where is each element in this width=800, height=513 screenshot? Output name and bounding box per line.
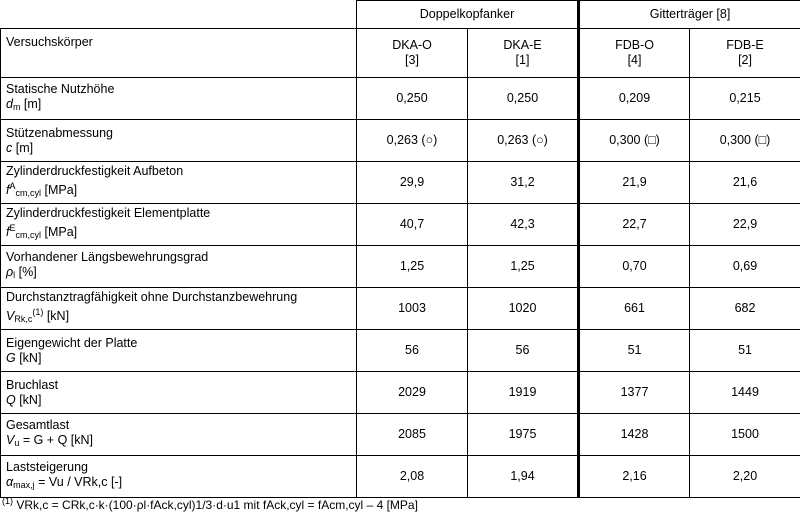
table-cell: 56 <box>468 330 579 372</box>
row-label: Laststeigerung $\alpha_{max,j} = Vu / VRk,c$ [-] <box>1 456 357 498</box>
row-label: Vorhandener Längsbewehrungsgrad $\rho_l$ [%] <box>1 246 357 288</box>
table-row <box>1 246 800 288</box>
group-header-fdb: Gitterträger [8] <box>579 1 800 29</box>
row-label: Durchstanztragfähigkeit ohne Durchstanzbewehrung $V_{Rk,c}^{(1)}$ [kN] <box>1 288 357 330</box>
table-cell: 2085 <box>357 414 468 456</box>
table-cell: 22,7 <box>579 204 690 246</box>
row-label: Zylinderdruckfestigkeit Aufbeton $f^A_{cm,cyl}$ [MPa] <box>1 162 357 204</box>
table-cell: 0,250 <box>468 78 579 120</box>
column-header-row <box>1 29 800 78</box>
table-cell: 661 <box>579 288 690 330</box>
row-label: Zylinderdruckfestigkeit Elementplatte $f^E_{cm,cyl}$ [MPa] <box>1 204 357 246</box>
table-cell: 1377 <box>579 372 690 414</box>
table-cell: 1020 <box>468 288 579 330</box>
table-cell: 2029 <box>357 372 468 414</box>
table-cell: 2,08 <box>357 456 468 498</box>
table-cell: 21,6 <box>690 162 800 204</box>
table-cell: 0,263 (○) <box>468 120 579 162</box>
table-cell: 1,25 <box>357 246 468 288</box>
table-row <box>1 414 800 456</box>
table-cell: 29,9 <box>357 162 468 204</box>
table-row <box>1 78 800 120</box>
table-cell: 0,69 <box>690 246 800 288</box>
column-label: Versuchskörper <box>1 29 357 78</box>
group-header-dka: Doppelkopfanker <box>357 1 579 29</box>
table-cell: 56 <box>357 330 468 372</box>
row-label: Gesamtlast $V_u = G + Q$ [kN] <box>1 414 357 456</box>
table-row <box>1 120 800 162</box>
table-cell: 0,209 <box>579 78 690 120</box>
table-cell: 42,3 <box>468 204 579 246</box>
row-label: Bruchlast Q [kN] <box>1 372 357 414</box>
footnote-text: VRk,c = CRk,c·k·(100·ρl·fAck,cyl)1/3·d·u1 mit fAck,cyl = fAcm,cyl – 4 [MPa] <box>16 498 418 512</box>
column-header-fdb-o: FDB-O [4] <box>579 29 690 78</box>
footnote-marker: (1) <box>2 496 13 506</box>
table-cell: 2,16 <box>579 456 690 498</box>
table-cell: 1500 <box>690 414 800 456</box>
table-row <box>1 456 800 498</box>
table-cell: 1449 <box>690 372 800 414</box>
column-header-dka-o: DKA-O [3] <box>357 29 468 78</box>
table-cell: 0,300 (□) <box>579 120 690 162</box>
table-cell: 1,25 <box>468 246 579 288</box>
row-label: Eigengewicht der Platte G [kN] <box>1 330 357 372</box>
table-cell: 1,94 <box>468 456 579 498</box>
table-cell: 1428 <box>579 414 690 456</box>
table-row <box>1 162 800 204</box>
row-label: Stützenabmessung c [m] <box>1 120 357 162</box>
table-cell: 40,7 <box>357 204 468 246</box>
table-cell: 682 <box>690 288 800 330</box>
table-cell: 0,250 <box>357 78 468 120</box>
blank-corner-cell <box>1 1 357 29</box>
table-row <box>1 288 800 330</box>
table-cell: 0,215 <box>690 78 800 120</box>
row-label: Statische Nutzhöhe $d_m$ [m] <box>1 78 357 120</box>
table-cell: 0,300 (□) <box>690 120 800 162</box>
table-cell: 51 <box>579 330 690 372</box>
table-cell: 2,20 <box>690 456 800 498</box>
table-cell: 22,9 <box>690 204 800 246</box>
table-cell: 0,263 (○) <box>357 120 468 162</box>
table-row <box>1 204 800 246</box>
table-cell: 31,2 <box>468 162 579 204</box>
table-cell: 51 <box>690 330 800 372</box>
column-header-dka-e: DKA-E [1] <box>468 29 579 78</box>
table-cell: 1003 <box>357 288 468 330</box>
table-row <box>1 372 800 414</box>
column-header-fdb-e: FDB-E [2] <box>690 29 800 78</box>
table-cell: 0,70 <box>579 246 690 288</box>
group-header-row <box>1 1 800 29</box>
footnote <box>2 496 418 512</box>
table-cell: 1919 <box>468 372 579 414</box>
table-row <box>1 330 800 372</box>
table-cell: 21,9 <box>579 162 690 204</box>
table-cell: 1975 <box>468 414 579 456</box>
